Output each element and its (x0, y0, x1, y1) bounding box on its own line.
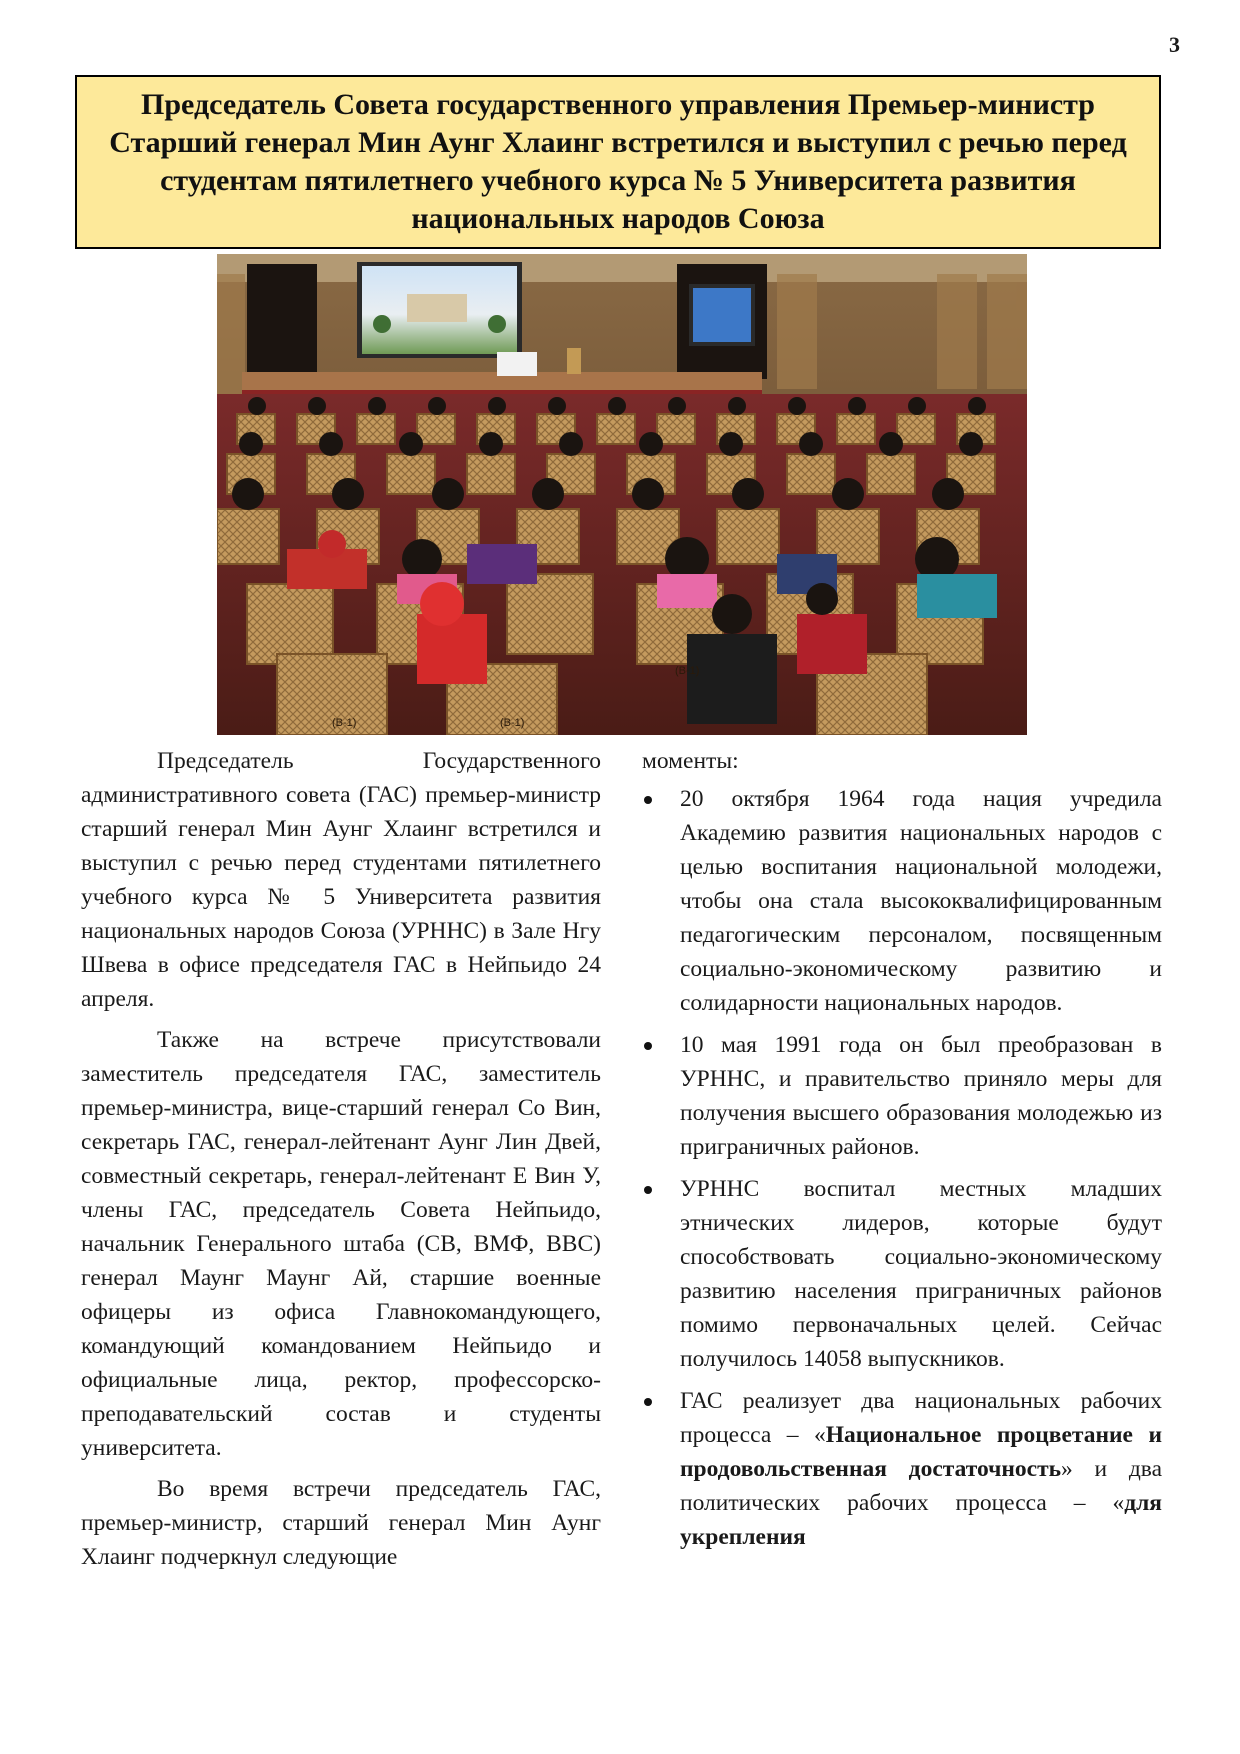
list-item-text: ГАС реализует два национальных рабочих процесса – « (680, 1388, 1162, 1448)
article-paragraph: Также на встрече присутствовали заместитель председателя ГАС, заместитель премьер-министра, вице-старший генерал Со Вин, секретарь ГАС, генерал-лейтенант Аунг Лин Двей, совместный секретарь, генерал-лейтенант Е Вин У, члены ГАС, председатель Совета Нейпьидо, начальник Генерального штаба (СВ, ВМФ, ВВС) генерал Маунг Маунг Ай, старшие военные офицеры из офиса Главнокомандующего, командующий командованием Нейпьидо и официальные лица, ректор, профессорско-преподавательский состав и студенты университета. (81, 1027, 601, 1461)
list-item: 10 мая 1991 года он был преобразован в УРННС, и правительство приняло меры для получения высшего образования молодежью из приграничных районов. (642, 1028, 1162, 1164)
list-item: 20 октября 1964 года нация учредила Академию развития национальных народов с целью воспитания национальной молодежи, чтобы она стала высококвалифицированным педагогическим персоналом, посвященным социально-экономическому развитию и солидарности национальных народов. (642, 782, 1162, 1020)
list-item: УРННС воспитал местных младших этнических лидеров, которые будут способствовать социально-экономическому развитию населения приграничных районов помимо первоначальных целей. Сейчас получилось 14058 выпускников. (642, 1172, 1162, 1376)
auditorium-illustration (217, 254, 1027, 735)
emphasis-text: для укрепления (680, 1490, 1162, 1550)
emphasis-text: Национальное процветание и продовольственная достаточность (680, 1422, 1162, 1482)
seat-label: (B-1) (675, 665, 700, 677)
key-points-list (642, 782, 1162, 1554)
headline: Председатель Совета государственного управления Премьер-министр Старший генерал Мин Аунг Хлаинг встретился и выступил с речью перед студентам пятилетнего учебного курса № 5 Университета развития национальных народов Союза (109, 88, 1127, 235)
article-continuation: моменты: (642, 748, 739, 774)
seat-label: (B-1) (500, 717, 525, 729)
list-item (642, 1384, 1162, 1554)
list-item-text: » и два политических рабочих процесса – « (680, 1456, 1162, 1516)
article-left-column (81, 744, 601, 1581)
page-number: 3 (1169, 32, 1180, 57)
seat-label: (B-1) (332, 717, 357, 729)
headline-box (75, 75, 1161, 249)
article-right-column (642, 744, 1162, 1562)
event-photo (217, 254, 1027, 735)
article-paragraph: Председатель Государственного административного совета (ГАС) премьер-министр старший генерал Мин Аунг Хлаинг встретился и выступил с речью перед студентами пятилетнего учебного курса № 5 Университета развития национальных народов Союза (УРННС) в Зале Нгу Швева в офисе председателя ГАС в Нейпьидо 24 апреля. (81, 748, 601, 1012)
article-paragraph: Во время встречи председатель ГАС, премьер-министр, старший генерал Мин Аунг Хлаинг подчеркнул следующие (81, 1476, 601, 1570)
